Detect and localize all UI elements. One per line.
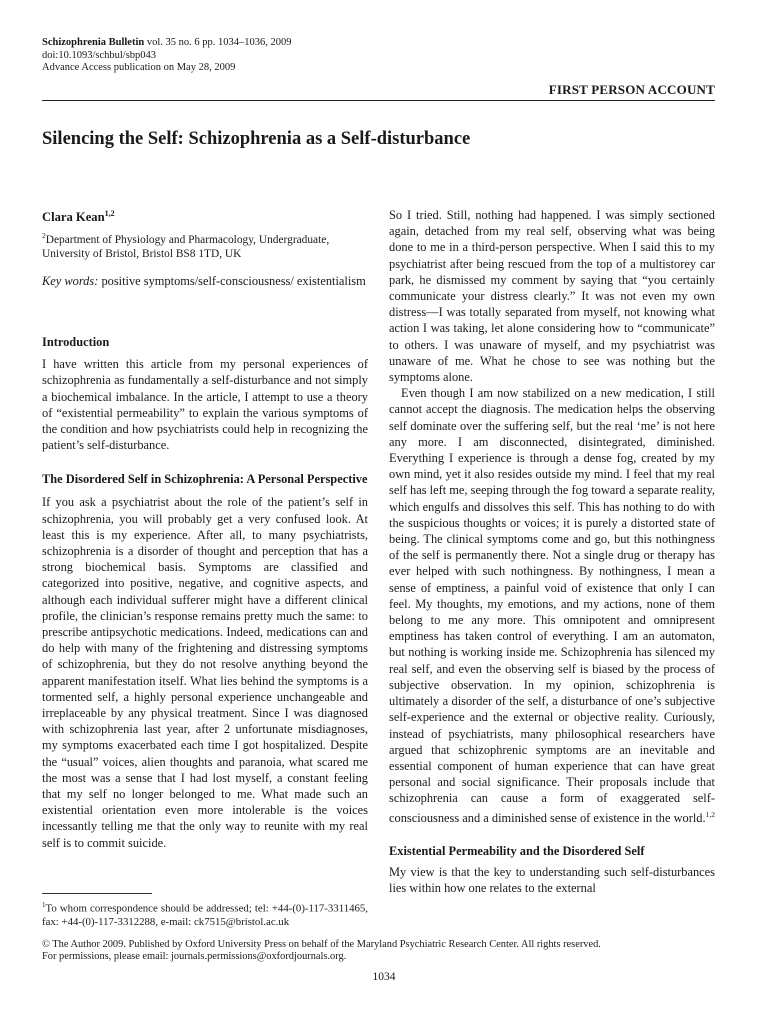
- reference-sup: 1,2: [705, 809, 715, 819]
- existential-permeability-heading: Existential Permeability and the Disordered Self: [389, 843, 645, 858]
- left-column: [42, 206, 368, 851]
- permissions-line: For permissions, please email: journals.permissions@oxfordjournals.org.: [42, 951, 347, 963]
- correspondence-footnote: [42, 899, 368, 929]
- right-paragraph-2-text: Even though I am now stabilized on a new medication, I still cannot accept the diagnosis. The medication helps the observing self dominate over the suffering self, but the real ‘me’ is not here any more. I am disconnected, disintegrated, diminished. Everything I experience is through a dense fog, created by my own mind, yet it also resides outside my mind. I feel that my real self has left me, seeping through the fog toward a separate reality, which engulfs and dissolves this self. This has nothing to do with the suspicious thoughts or voices; it is purely a distorted state of being. The clinical symptoms come and go, but this nothingness of the self is permanently there. Not a single drug or therapy has ever helped with such nothingness. By nothingness, I mean a sense of emptiness, a painful void of existence that only I can feel. My thoughts, my emotions, and my actions, none of them belong to me any more. This omnipotent and omnipresent emptiness has taken control of everything. I am an automaton, but nothing is working inside me. Schizophrenia has silenced my real self, and even the observing self is biased by the process of subjective observation. In my opinion, schizophrenia is ultimately a disorder of the self, a disturbance of one’s subjective self-experience and the external or objective reality. Curiously, instead of psychiatrists, many philosophical researchers have argued that schizophrenic symptoms are an inevitable and essential component of human experience that can have great personal and social significance. Their proposals include that schizophrenia can cause a form of exaggerated self-consciousness and a diminished sense of existence in the world.: [389, 386, 715, 825]
- affiliation-sup: 2: [42, 231, 46, 241]
- footnote-divider: [42, 893, 152, 894]
- advance-access-line: Advance Access publication on May 28, 2009: [42, 62, 236, 73]
- citation-line: [42, 37, 292, 50]
- right-paragraph-2: [389, 385, 715, 826]
- affiliation: [42, 229, 368, 261]
- article-title: Silencing the Self: Schizophrenia as a Self-disturbance: [42, 129, 471, 149]
- doi-line: doi:10.1093/schbul/sbp043: [42, 49, 157, 61]
- disordered-self-heading: The Disordered Self in Schizophrenia: A Personal Perspective: [42, 472, 368, 487]
- journal-name: Schizophrenia Bulletin: [42, 37, 145, 48]
- right-paragraph-1: So I tried. Still, nothing had happened. I was simply sectioned again, detached from my real self, observing what was being done to me in a third-person perspective. When I said this to my psychiatrist after being rescued from the top of a multistorey car park, he dismissed my comment by saying that “you certainly communicate your distress clearly.” It was not even my own distress—I was totally separated from myself, not knowing what action I was taking, let alone considering how to “communicate” to others. I was unaware of myself, and my psychiatrist was unaware of me. What he chose to see was nothing but the symptoms alone.: [389, 208, 715, 385]
- journal-citation: vol. 35 no. 6 pp. 1034–1036, 2009: [146, 37, 292, 48]
- affiliation-text: Department of Physiology and Pharmacology, Undergraduate, University of Bristol, Bristol BS8 1TD, UK: [42, 234, 330, 261]
- existential-paragraph: My view is that the key to understanding such self-disturbances lies within how one relates to the external: [389, 864, 715, 896]
- footnote-sup: 1: [42, 901, 46, 909]
- author-name: Clara Kean: [42, 210, 105, 225]
- introduction-heading: Introduction: [42, 335, 110, 350]
- keywords-text: positive symptoms/self-consciousness/ existentialism: [101, 274, 366, 289]
- section-divider: [42, 100, 715, 101]
- copyright-line: © The Author 2009. Published by Oxford University Press on behalf of the Maryland Psychiatric Research Center. All rights reserved.: [42, 939, 601, 950]
- disordered-self-paragraph: If you ask a psychiatrist about the role of the patient’s self in schizophrenia, you will probably get a very confused look. At least this is my experience. After all, to many psychiatrists, schizophrenia is a disorder of thought and perception that has a strong biochemical basis. Symptoms are classified and categorized into positive, negative, and cognitive aspects, and although each individual sufferer might have a different clinical profile, the clinician’s response remains pretty much the same: to prescribe antipsychotic medications. Indeed, medications can and do help with many of the frightening and distressing symptoms of schizophrenia, but they do not resolve anything beyond the apparent manifestation itself. What lies behind the symptoms is a tormented self, a highly personal experience unchangeable and irreplaceable by any physical treatment. Since I was diagnosed with schizophrenia last year, after 2 unfortunate misdiagnoses, my symptoms exacerbated each time I got hospitalized. Despite the “usual” voices, alien thoughts and paranoia, what scared me the most was a sense that I had lost myself, a constant feeling that my self no longer belonged to me. What made such an existential orientation even more intolerable is the voices incessantly telling me that the only way to reunite with my real self is to commit suicide.: [42, 495, 368, 850]
- section-label: FIRST PERSON ACCOUNT: [548, 82, 715, 97]
- author-line: [42, 206, 368, 225]
- journal-header: [42, 37, 292, 75]
- keywords-label: Key words:: [42, 274, 99, 289]
- keywords: [42, 273, 368, 289]
- footnote-text: To whom correspondence should be addressed; tel: +44-(0)-117-3311465, fax: +44-(0)-117-3312288, e-mail: ck7515@bristol.ac.uk: [42, 902, 368, 928]
- copyright-notice: [42, 939, 732, 964]
- introduction-paragraph: I have written this article from my personal experiences of schizophrenia as fundamentally a self-disturbance and not simply a biochemical imbalance. In the article, I attempt to use a theory of “existential permeability” to explain the various symptoms of the condition and how psychiatrists could help in recognizing the patient’s self-disturbance.: [42, 357, 368, 453]
- page-number: 1034: [372, 971, 396, 983]
- author-sup: 1,2: [104, 209, 115, 218]
- right-column: [389, 207, 715, 896]
